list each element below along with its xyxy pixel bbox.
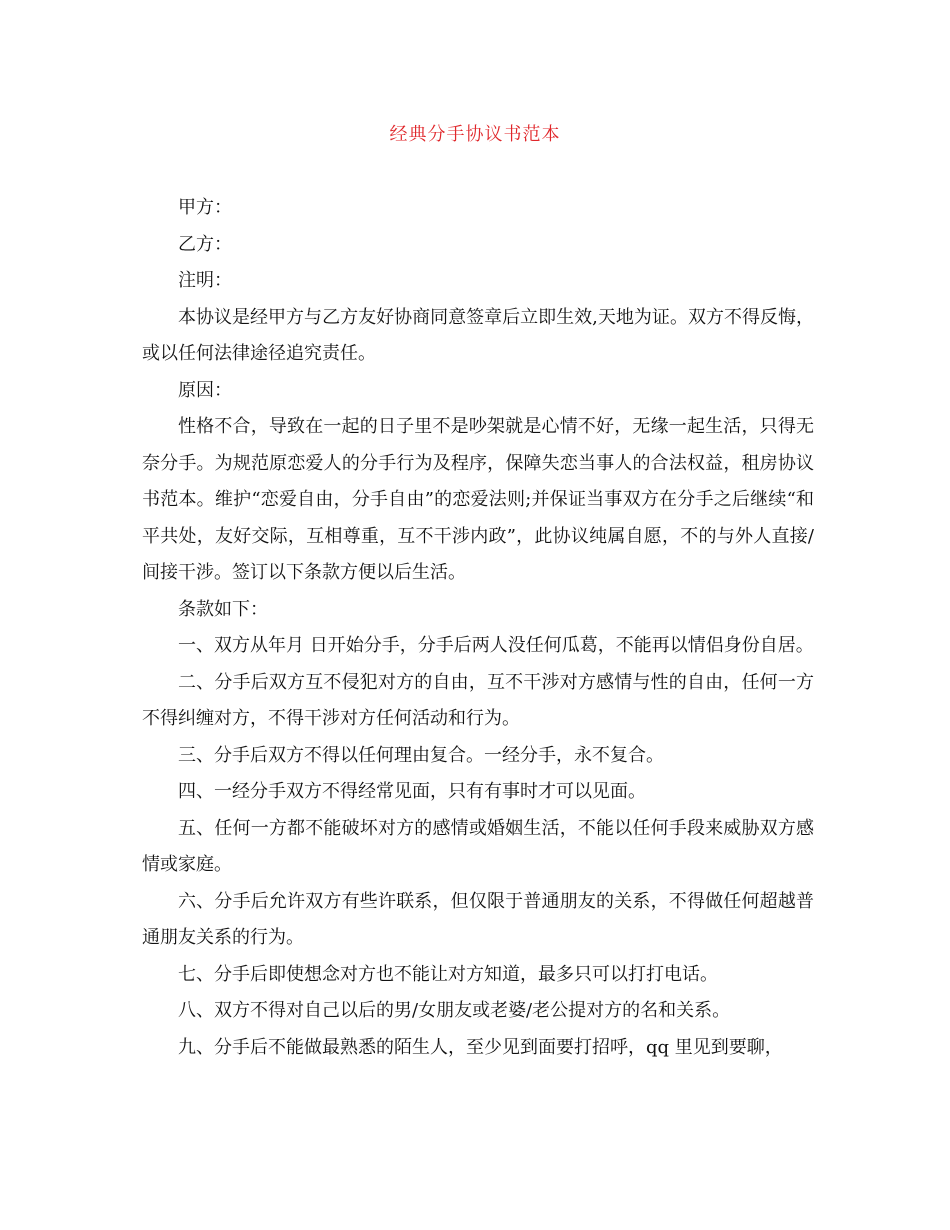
document-title: 经典分手协议书范本 bbox=[389, 124, 561, 145]
note-paragraph: 本协议是经甲方与乙方友好协商同意签章后立即生效,天地为证。双方不得反悔，或以任何法律途径追究责任。 bbox=[142, 306, 814, 364]
terms-heading: 条款如下： bbox=[178, 598, 268, 620]
term-4: 四、一经分手双方不得经常见面，只有有事时才可以见面。 bbox=[178, 781, 646, 802]
term-1: 一、双方从年月 日开始分手，分手后两人没任何瓜葛，不能再以情侣身份自居。 bbox=[178, 635, 814, 656]
term-3: 三、分手后双方不得以任何理由复合。一经分手，永不复合。 bbox=[178, 744, 664, 766]
term-6: 六、分手后允许双方有些许联系，但仅限于普通朋友的关系，不得做任何超越普通朋友关系的行为。 bbox=[142, 890, 814, 948]
party-a-line: 甲方： bbox=[178, 197, 232, 218]
note-heading: 注明： bbox=[178, 270, 232, 291]
term-9: 九、分手后不能做最熟悉的陌生人，至少见到面要打招呼，qq 里见到要聊， bbox=[178, 1036, 783, 1058]
reason-paragraph: 性格不合，导致在一起的日子里不是吵架就是心情不好，无缘一起生活，只得无奈分手。为规范原恋爱人的分手行为及程序，保障失恋当事人的合法权益，租房协议书范本。维护“恋爱自由，分手自由”的恋爱法则;并保证当事双方在分手之后继续“和平共处，友好交际，互相尊重，互不干涉内政”，此协议纯属自愿，不的与外人直接/间接干涉。签订以下条款方便以后生活。 bbox=[142, 416, 814, 583]
term-5: 五、任何一方都不能破坏对方的感情或婚姻生活，不能以任何手段来威胁双方感情或家庭。 bbox=[142, 817, 814, 875]
party-b-line: 乙方： bbox=[178, 233, 232, 255]
term-7: 七、分手后即使想念对方也不能让对方知道，最多只可以打打电话。 bbox=[178, 963, 718, 985]
term-8: 八、双方不得对自己以后的男/女朋友或老婆/老公提对方的名和关系。 bbox=[178, 1000, 731, 1021]
term-2: 二、分手后双方互不侵犯对方的自由，互不干涉对方感情与性的自由，任何一方不得纠缠对方，不得干涉对方任何活动和行为。 bbox=[142, 671, 814, 729]
reason-heading: 原因： bbox=[178, 379, 232, 401]
document-body bbox=[142, 190, 814, 1066]
